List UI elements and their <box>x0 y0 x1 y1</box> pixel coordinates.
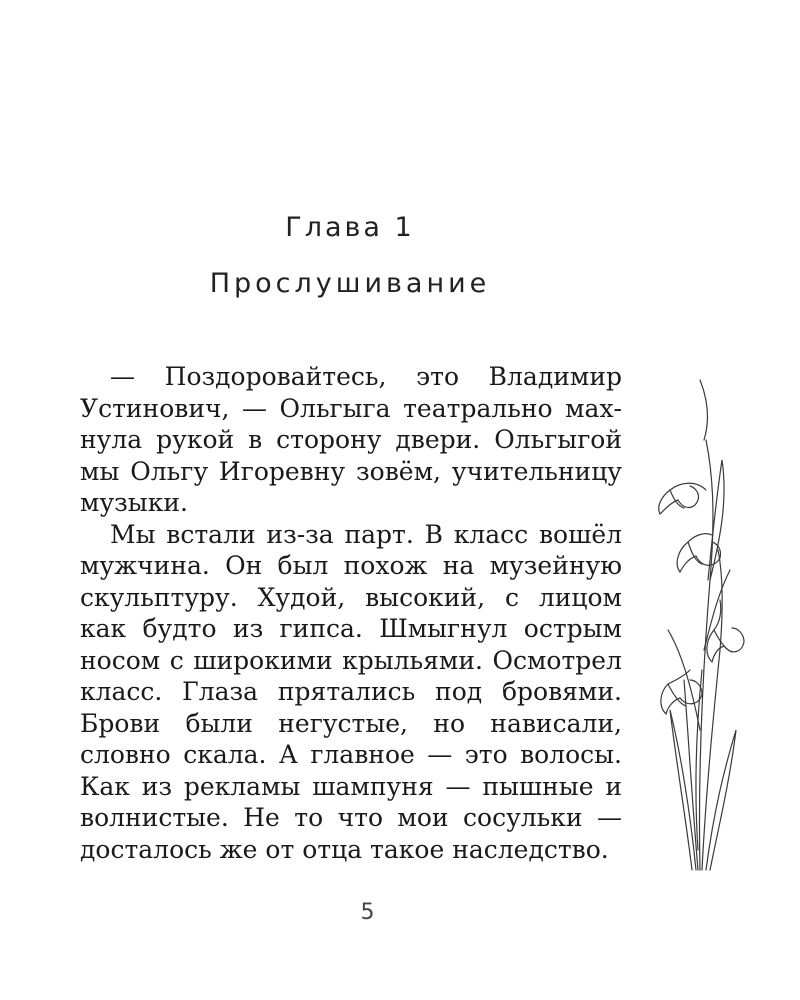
paragraph: Мы встали из-за парт. В класс вошёл мужчина. Он был похож на музейную скульптуру. Худой, высокий, с лицом как будто из гипса. Шмыгнул острым носом с широкими крыльями. Осмотрел класс. Глаза прятались под бровями. Брови были негустые, но нависали, словно скала. А главное — это волосы. Как из рекламы шампуня — пышные и волнистые. Не то что мои сосульки — досталось же от отца такое наследство. <box>80 519 622 864</box>
page-number: 5 <box>360 900 375 925</box>
paragraph: — Поздоровайтесь, это Владимир Устинович, — Ольгыга театрально махнула рукой в сторону двери. Ольгыгой мы Ольгу Игоревну зовём, учительницу музыки. <box>80 362 622 517</box>
snowdrop-flower-illustration <box>640 350 760 880</box>
chapter-title: Прослушивание <box>209 268 491 299</box>
chapter-label: Глава 1 <box>285 212 415 243</box>
chapter-body <box>80 361 622 865</box>
